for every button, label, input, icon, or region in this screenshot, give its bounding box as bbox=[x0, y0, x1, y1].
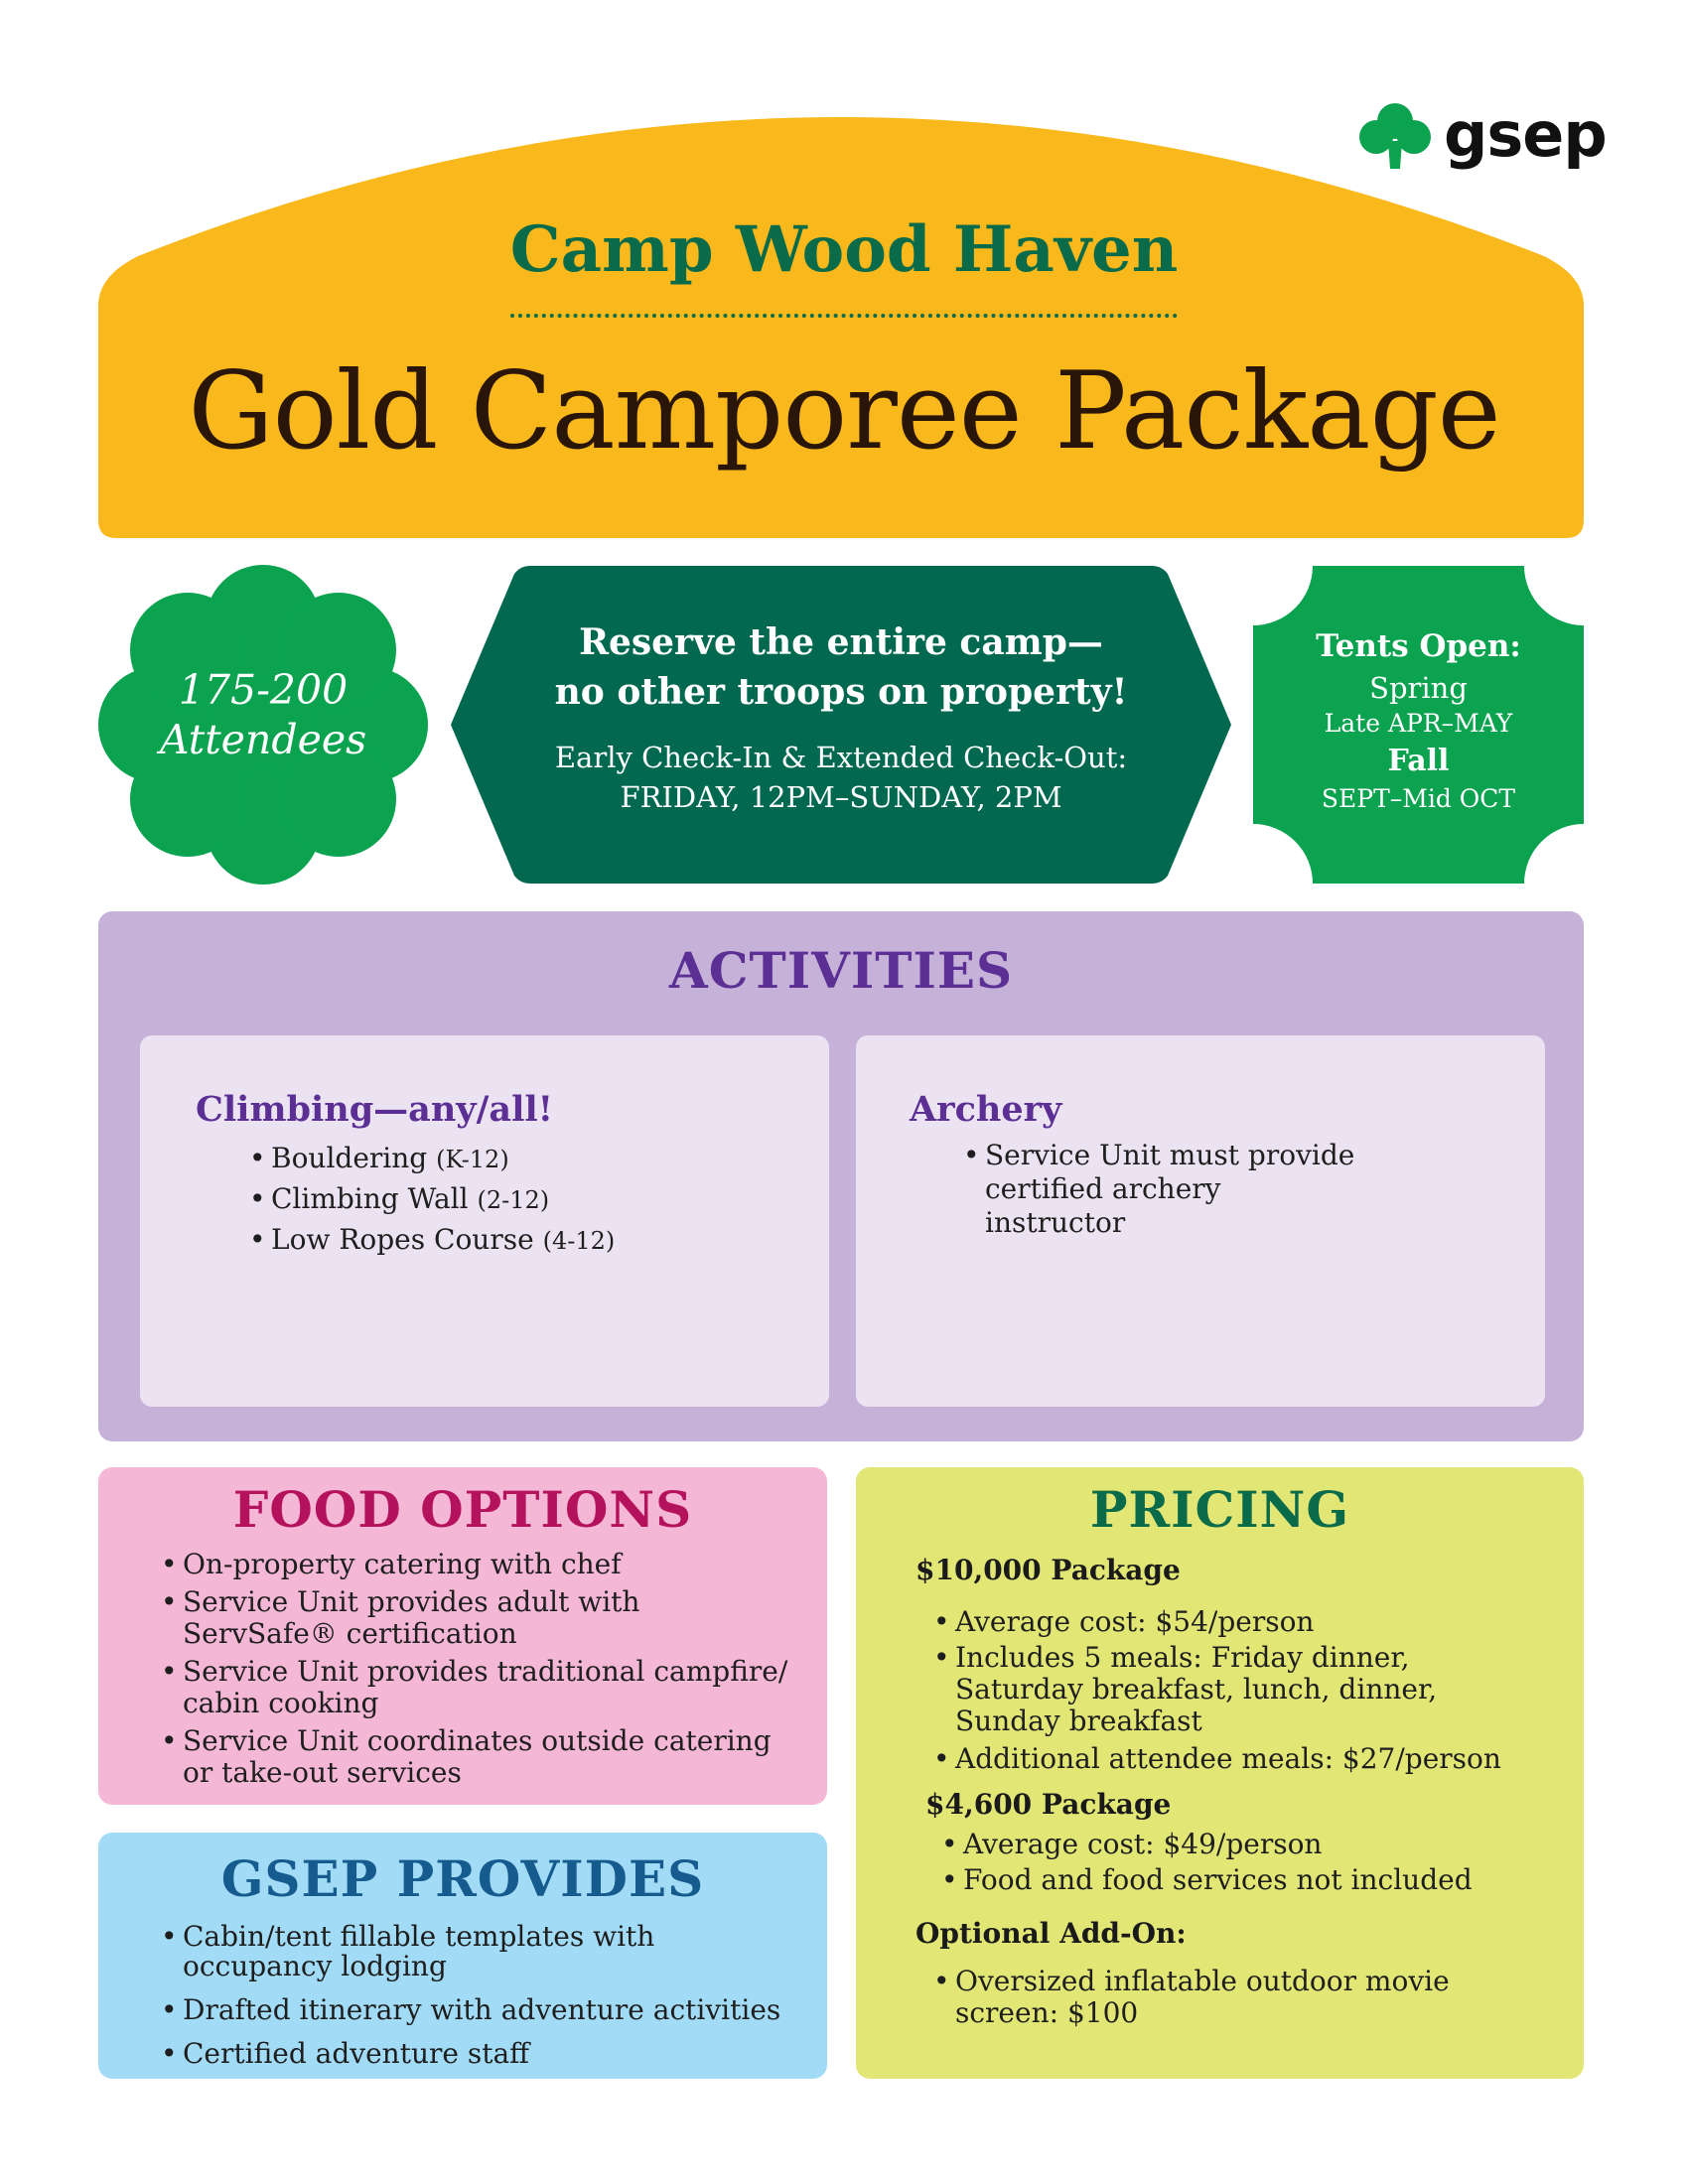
list-item: • Certified adventure staff bbox=[161, 2039, 796, 2069]
package-4600-heading: $4,600 Package bbox=[925, 1788, 1172, 1821]
list-item: • Includes 5 meals: Friday dinner, Saturday breakfast, lunch, dinner, Sunday breakfast bbox=[933, 1642, 1529, 1737]
logo-wordmark: gsep bbox=[1444, 98, 1607, 171]
list-item: • Bouldering (K-12) bbox=[249, 1139, 615, 1179]
list-item: • Climbing Wall (2-12) bbox=[249, 1179, 615, 1220]
attendees-count: 175-200 bbox=[178, 666, 349, 714]
list-item: • Food and food services not included bbox=[941, 1864, 1537, 1896]
pricing-title: PRICING bbox=[1089, 1480, 1350, 1539]
list-item: • Drafted itinerary with adventure activities bbox=[161, 1995, 796, 2025]
fall-dates: SEPT–Mid OCT bbox=[1321, 784, 1516, 813]
checkin-label: Early Check-In & Extended Check-Out: bbox=[554, 741, 1128, 774]
gsep-provides-title: GSEP PROVIDES bbox=[220, 1849, 705, 1908]
addon-list bbox=[933, 1966, 1450, 2033]
package-10000-list bbox=[933, 1606, 1529, 1779]
reserve-headline-2: no other troops on property! bbox=[554, 671, 1128, 713]
climbing-list bbox=[249, 1139, 615, 1261]
tents-heading: Tents Open: bbox=[1316, 628, 1521, 664]
food-options-title: FOOD OPTIONS bbox=[232, 1480, 693, 1539]
package-4600-list bbox=[941, 1829, 1537, 1900]
archery-card bbox=[856, 1035, 1545, 1407]
package-title: Gold Camporee Package bbox=[188, 349, 1500, 474]
dotted-divider bbox=[510, 314, 1178, 318]
list-item: • Low Ropes Course (4-12) bbox=[249, 1220, 615, 1261]
list-item: • Cabin/tent fillable templates with occupancy lodging bbox=[161, 1922, 796, 1981]
archery-heading: Archery bbox=[910, 1089, 1062, 1130]
list-item: • Service Unit provides traditional campfire/ cabin cooking bbox=[161, 1656, 796, 1719]
attendees-text bbox=[94, 665, 432, 764]
archery-list bbox=[963, 1139, 1360, 1240]
gsep-provides-list bbox=[161, 1922, 796, 2083]
list-item: • Oversized inflatable outdoor movie screen: $100 bbox=[933, 1966, 1450, 2029]
camp-name: Camp Wood Haven bbox=[509, 212, 1179, 287]
list-item: • Service Unit coordinates outside catering or take-out services bbox=[161, 1725, 796, 1789]
climbing-card bbox=[140, 1035, 829, 1407]
list-item: • Service Unit provides adult with ServSafe® certification bbox=[161, 1586, 796, 1650]
list-item: • Service Unit must provide certified archery instructor bbox=[963, 1139, 1360, 1240]
reserve-hexagon bbox=[451, 566, 1231, 884]
activities-title: ACTIVITIES bbox=[668, 941, 1014, 1000]
checkin-times: FRIDAY, 12PM–SUNDAY, 2PM bbox=[620, 780, 1062, 814]
spring-label: Spring bbox=[1369, 671, 1468, 705]
attendees-label: Attendees bbox=[159, 716, 367, 763]
reserve-headline-1: Reserve the entire camp— bbox=[579, 621, 1103, 663]
fall-label: Fall bbox=[1387, 744, 1450, 778]
list-item: • Average cost: $54/person bbox=[933, 1606, 1529, 1638]
list-item: • Average cost: $49/person bbox=[941, 1829, 1537, 1860]
package-10000-heading: $10,000 Package bbox=[915, 1554, 1181, 1586]
list-item: • On-property catering with chef bbox=[161, 1549, 796, 1580]
tents-open-info bbox=[1253, 623, 1584, 816]
climbing-heading: Climbing—any/all! bbox=[196, 1089, 554, 1130]
food-options-list bbox=[161, 1549, 796, 1795]
spring-dates: Late APR–MAY bbox=[1324, 709, 1513, 738]
addon-heading: Optional Add-On: bbox=[915, 1917, 1187, 1950]
list-item: • Additional attendee meals: $27/person bbox=[933, 1743, 1529, 1775]
